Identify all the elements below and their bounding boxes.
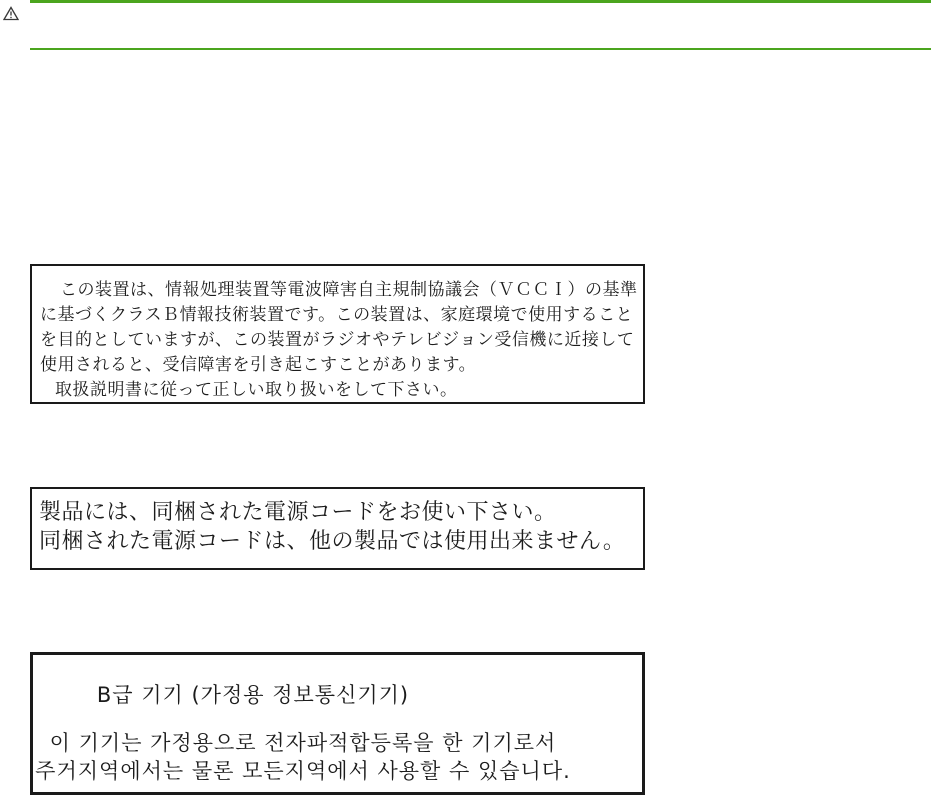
- warning-triangle-icon: [3, 6, 19, 21]
- vcci-line: を目的としていますが、この装置がラジオやテレビジョン受信機に近接して: [40, 330, 635, 350]
- top-divider-rule: [30, 0, 931, 3]
- vcci-line: に基づくクラスＢ情報技術装置です。この装置は、家庭環境で使用すること: [40, 305, 634, 325]
- korean-emc-body: [33, 729, 573, 785]
- korean-emc-line: 이 기기는 가정용으로 전자파적합등록을 한 기기로서: [49, 731, 557, 755]
- vcci-line: 使用されると、受信障害を引き起こすことがあります。: [40, 355, 477, 375]
- vcci-line: この装置は、情報処理装置等電波障害自主規制協議会（ＶＣＣＩ）の基準: [60, 280, 638, 300]
- korean-emc-title: B급 기기 (가정용 정보통신기기): [96, 683, 410, 707]
- power-cord-line: 同梱された電源コードは、他の製品では使用出来ません。: [39, 529, 626, 554]
- vcci-line: 取扱説明書に従って正しい取り扱いをして下さい。: [55, 380, 458, 400]
- korean-emc-line: 주거지역에서는 물론 모든지역에서 사용할 수 있습니다.: [35, 759, 571, 783]
- power-cord-notice-box: [30, 487, 645, 570]
- power-cord-line: 製品には、同梱された電源コードをお使い下さい。: [39, 500, 557, 525]
- korean-emc-notice-box: [30, 652, 645, 795]
- bottom-divider-rule: [30, 48, 931, 50]
- vcci-notice-box: [30, 264, 645, 404]
